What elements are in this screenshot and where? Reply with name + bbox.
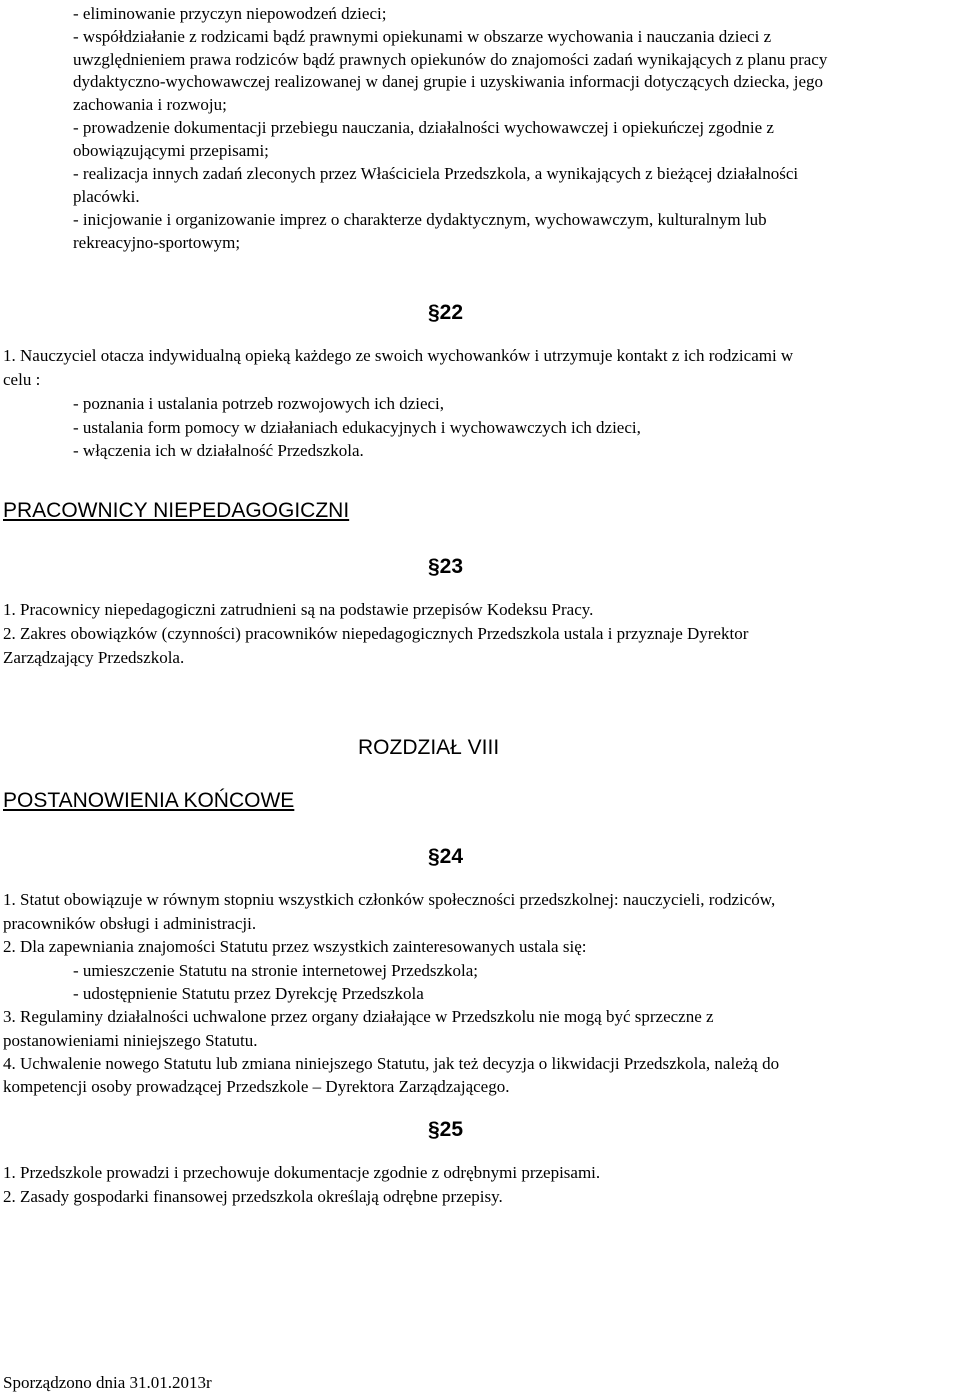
s22-item: - włączenia ich w działalność Przedszkola. (73, 441, 364, 460)
section-25-title: §25 (428, 1118, 464, 1141)
s23-line: 2. Zakres obowiązków (czynności) pracowników niepedagogicznych Przedszkola ustala i przyznaje Dyrektor (3, 624, 749, 643)
section-23-title: §23 (428, 555, 464, 578)
s25-line: 1. Przedszkole prowadzi i przechowuje dokumentacje zgodnie z odrębnymi przepisami. (3, 1163, 601, 1182)
s24-line: - umieszczenie Statutu na stronie internetowej Przedszkola; (73, 961, 479, 980)
intro-line: zachowania i rozwoju; (73, 95, 227, 114)
intro-line: rekreacyjno-sportowym; (73, 233, 241, 252)
s24-line: 3. Regulaminy działalności uchwalone przez organy działające w Przedszkolu nie mogą być sprzeczne z (3, 1007, 714, 1026)
s24-line: pracowników obsługi i administracji. (3, 914, 257, 933)
chapter-title: ROZDZIAŁ VIII (358, 736, 500, 759)
s24-line: 1. Statut obowiązuje w równym stopniu wszystkich członków społeczności przedszkolnej: nauczycieli, rodziców, (3, 890, 776, 909)
s25-line: 2. Zasady gospodarki finansowej przedszkola określają odrębne przepisy. (3, 1187, 503, 1206)
s23-line: 1. Pracownicy niepedagogiczni zatrudnieni są na podstawie przepisów Kodeksu Pracy. (3, 600, 594, 619)
intro-line: - prowadzenie dokumentacji przebiegu nauczania, działalności wychowawczej i opiekuńczej zgodnie z (73, 118, 774, 137)
s24-line: kompetencji osoby prowadzącej Przedszkole – Dyrektora Zarządzającego. (3, 1077, 510, 1096)
section-24-title: §24 (428, 845, 464, 868)
s22-item: - ustalania form pomocy w działaniach edukacyjnych i wychowawczych ich dzieci, (73, 418, 641, 437)
s23-line: Zarządzający Przedszkola. (3, 648, 185, 667)
intro-line: - realizacja innych zadań zleconych przez Właściciela Przedszkola, a wynikających z bieżącej działalności (73, 164, 799, 183)
intro-line: dydaktyczno-wychowawczej realizowanej w danej grupie i uzyskiwania informacji dotyczących dziecka, jego (73, 72, 824, 91)
intro-line: - współdziałanie z rodzicami bądź prawnymi opiekunami w obszarze wychowania i nauczania dzieci z (73, 27, 772, 46)
intro-line: - eliminowanie przyczyn niepowodzeń dzieci; (73, 4, 387, 23)
intro-line: placówki. (73, 187, 140, 206)
s22-item: - poznania i ustalania potrzeb rozwojowych ich dzieci, (73, 394, 445, 413)
heading-staff: PRACOWNICY NIEPEDAGOGICZNI (3, 499, 350, 522)
s24-line: 2. Dla zapewniania znajomości Statutu przez wszystkich zainteresowanych ustala się: (3, 937, 587, 956)
s24-line: 4. Uchwalenie nowego Statutu lub zmiana niniejszego Statutu, jak też decyzja o likwidacji Przedszkola, należą do (3, 1054, 780, 1073)
intro-line: uwzględnieniem prawa rodziców bądź prawnych opiekunów do znajomości zadań wynikających z planu pracy (73, 50, 828, 69)
intro-line: - inicjowanie i organizowanie imprez o charakterze dydaktycznym, wychowawczym, kulturalnym lub (73, 210, 767, 229)
footer-date: Sporządzono dnia 31.01.2013r (3, 1373, 212, 1392)
s22-line: 1. Nauczyciel otacza indywidualną opieką każdego ze swoich wychowanków i utrzymuje kontakt z ich rodzicami w (3, 346, 794, 365)
intro-line: obowiązującymi przepisami; (73, 141, 269, 160)
heading-final-provisions: POSTANOWIENIA KOŃCOWE (3, 789, 295, 812)
section-22-title: §22 (428, 301, 464, 324)
s24-line: - udostępnienie Statutu przez Dyrekcję Przedszkola (73, 984, 424, 1003)
s22-line: celu : (3, 370, 41, 389)
s24-line: postanowieniami niniejszego Statutu. (3, 1031, 258, 1050)
